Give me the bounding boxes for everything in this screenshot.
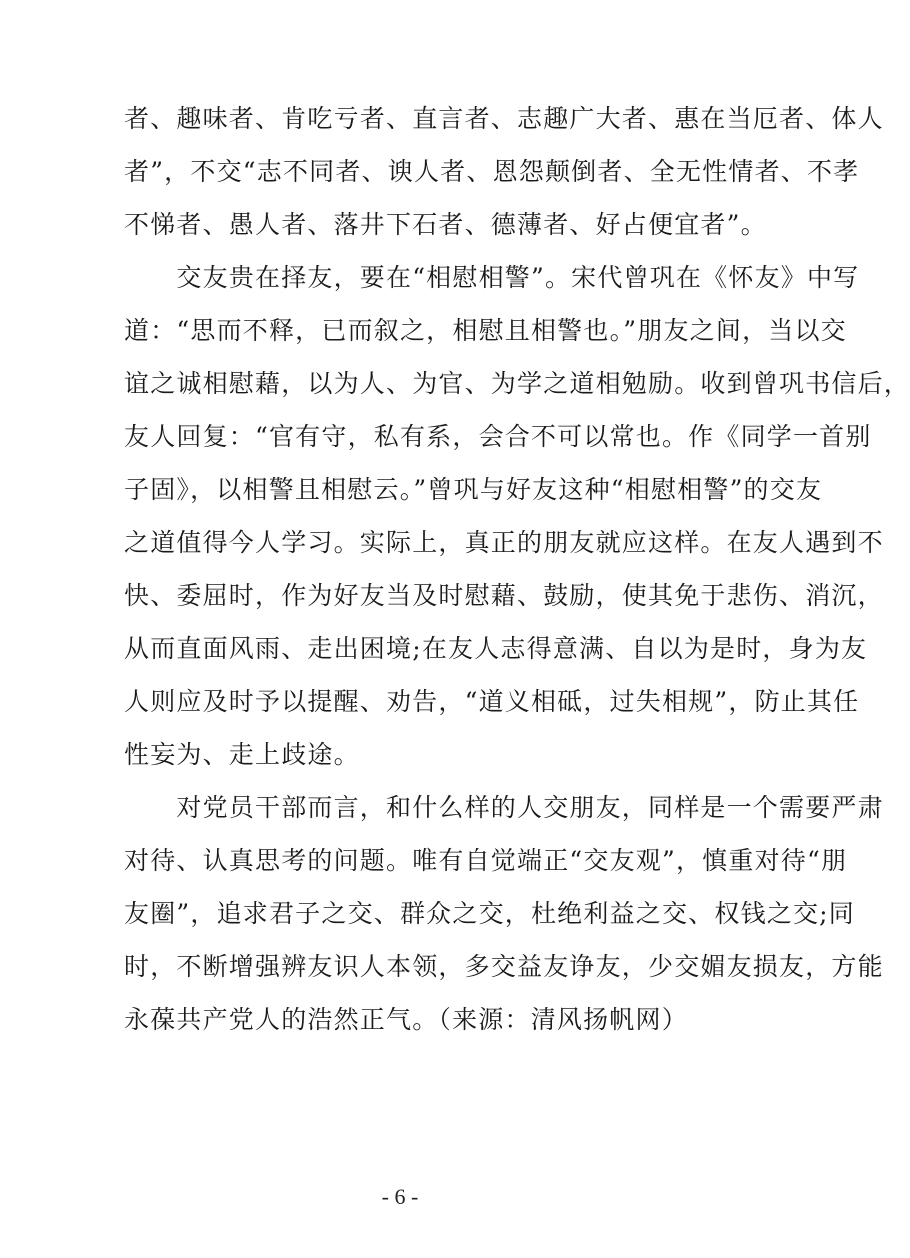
text-line: 从而直面风雨、走出困境;在友人志得意满、自以为是时，身为友 (124, 634, 868, 663)
text-line: 交友贵在择友，要在“相慰相警”。宋代曾巩在《怀友》中写 (124, 263, 860, 292)
text-line: 者、趣味者、肯吃亏者、直言者、志趣广大者、惠在当厄者、体人 (124, 104, 884, 133)
text-line: 快、委屈时，作为好友当及时慰藉、鼓励，使其免于悲伤、消沉， (124, 581, 884, 610)
text-line: 时，不断增强辨友识人本领，多交益友诤友，少交媚友损友，方能 (124, 952, 884, 981)
text-line: 人则应及时予以提醒、劝告，“道义相砥，过失相规”，防止其任 (124, 687, 860, 716)
text-line: 友圈”，追求君子之交、群众之交，杜绝利益之交、权钱之交;同 (124, 899, 856, 928)
text-line: 谊之诚相慰藉，以为人、为官、为学之道相勉励。收到曾巩书信后， (124, 369, 910, 398)
text-line: 性妄为、走上歧途。 (124, 740, 360, 769)
text-line: 对待、认真思考的问题。唯有自觉端正“交友观”，慎重对待“朋 (124, 846, 848, 875)
text-line: 道：“思而不释，已而叙之，相慰且相警也。”朋友之间，当以交 (124, 316, 847, 345)
text-line: 永葆共产党人的浩然正气。（来源：清风扬帆网） (124, 1005, 688, 1034)
text-line: 不悌者、愚人者、落井下石者、德薄者、好占便宜者”。 (124, 210, 767, 239)
text-line: 者”，不交“志不同者、谀人者、恩怨颠倒者、全无性情者、不孝 (124, 157, 860, 186)
text-line: 子固》，以相警且相慰云。”曾巩与好友这种“相慰相警”的交友 (124, 475, 823, 504)
page-number: - 6 - (381, 1184, 419, 1209)
text-line: 友人回复：“官有守，私有系，会合不可以常也。作《同学一首别 (124, 422, 872, 451)
text-line: 对党员干部而言，和什么样的人交朋友，同样是一个需要严肃 (124, 793, 884, 822)
text-line: 之道值得今人学习。实际上，真正的朋友就应这样。在友人遇到不 (124, 528, 884, 557)
